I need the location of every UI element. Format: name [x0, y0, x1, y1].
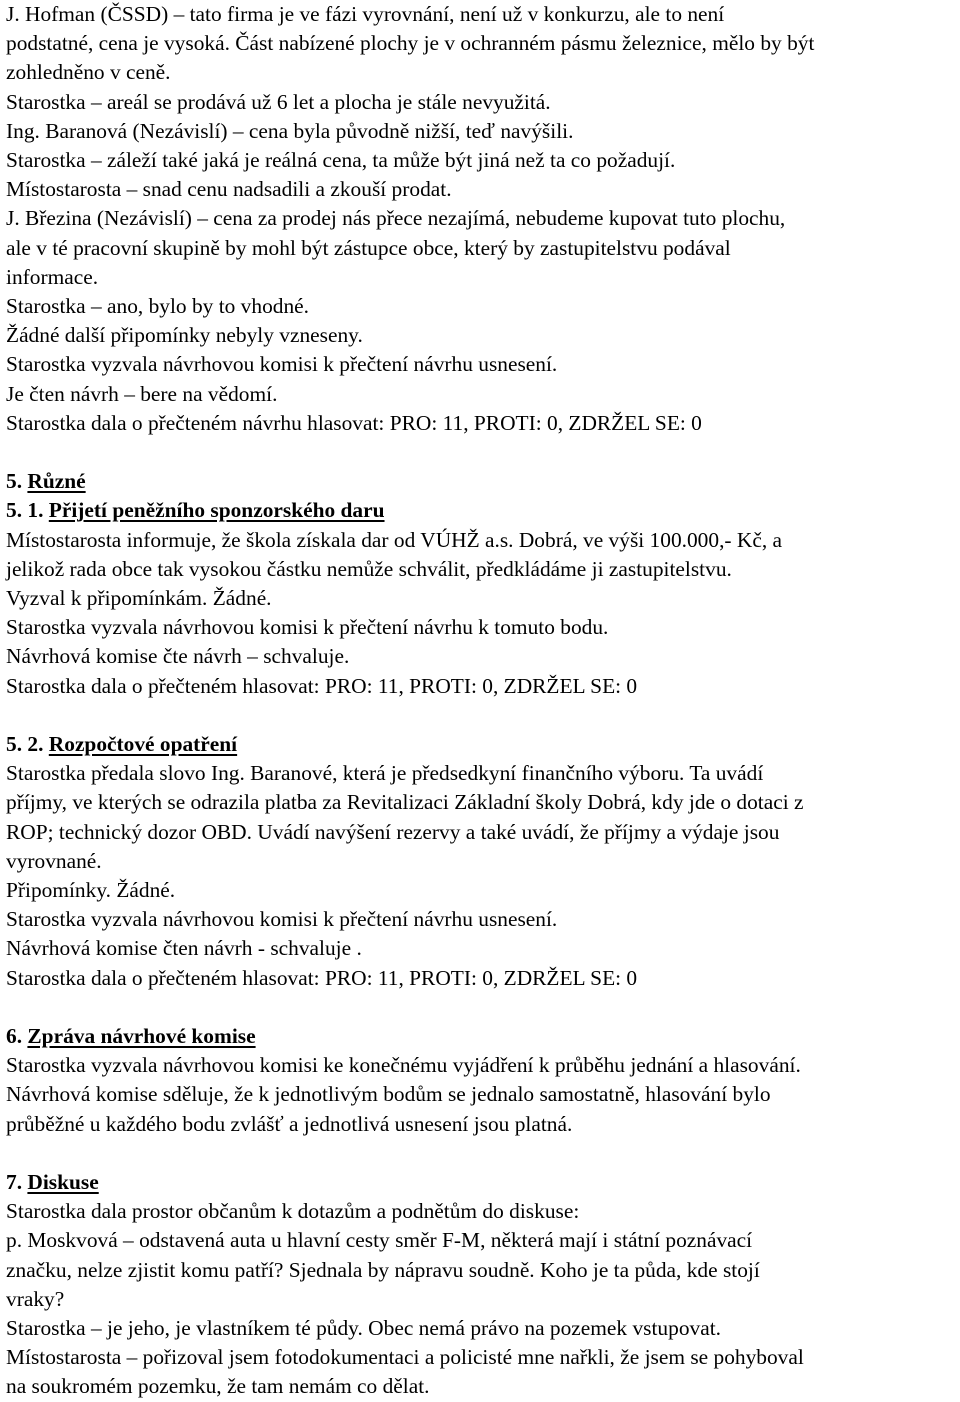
text-line: Starostka – areál se prodává už 6 let a plocha je stále nevyužitá.: [6, 89, 551, 114]
text-line: Starostka – je jeho, je vlastníkem té půdy. Obec nemá právo na pozemek vstupovat.: [6, 1316, 721, 1341]
text-line: Starostka vyzvala návrhovou komisi k přečtení návrhu usnesení.: [6, 907, 558, 932]
text-line: ale v té pracovní skupině by mohl být zástupce obce, který by zastupitelstvu podával: [6, 235, 731, 260]
blank-line: [6, 701, 954, 730]
text-line: Připomínky. Žádné.: [6, 878, 176, 903]
text-line: Starostka předala slovo Ing. Baranové, která je předsedkyní finančního výboru. Ta uvádí: [6, 761, 764, 786]
section-heading-5: [6, 467, 954, 496]
section-heading-6: [6, 1022, 954, 1051]
text-line: Starostka vyzvala návrhovou komisi ke konečnému vyjádření k průběhu jednání a hlasování.: [6, 1053, 801, 1078]
text-line: Místostarosta informuje, že škola získala dar od VÚHŽ a.s. Dobrá, ve výši 100.000,- Kč, a: [6, 527, 783, 552]
blank-line: [6, 438, 954, 467]
text-line: Žádné další připomínky nebyly vzneseny.: [6, 323, 363, 348]
text-line: na soukromém pozemku, že tam nemám co dělat.: [6, 1374, 430, 1399]
section-number: 5. 1.: [6, 498, 44, 523]
text-line: průběžné u každého bodu zvlášť a jednotlivá usnesení jsou platná.: [6, 1111, 573, 1136]
blank-line: [6, 993, 954, 1022]
section-number: 6.: [6, 1024, 23, 1049]
text-line: J. Březina (Nezávislí) – cena za prodej nás přece nezajímá, nebudeme kupovat tuto plochu,: [6, 206, 786, 231]
text-line: Vyzval k připomínkám. Žádné.: [6, 586, 272, 611]
section-heading-5-2: [6, 730, 954, 759]
text-line: ROP; technický dozor OBD. Uvádí navýšení rezervy a také uvádí, že příjmy a výdaje jsou: [6, 819, 780, 844]
text-line: Návrhová komise sděluje, že k jednotlivým bodům se jednalo samostatně, hlasování bylo: [6, 1082, 771, 1107]
text-line: jelikož rada obce tak vysokou částku nemůže schválit, předkládáme ji zastupitelstvu.: [6, 556, 732, 581]
section-title: Zpráva návrhové komise: [27, 1024, 256, 1049]
text-line: Starostka dala prostor občanům k dotazům a podnětům do diskuse:: [6, 1199, 580, 1224]
text-line: Místostarosta – snad cenu nadsadili a zkouší prodat.: [6, 177, 452, 202]
text-line: informace.: [6, 264, 99, 289]
section-title: Přijetí peněžního sponzorského daru: [48, 498, 385, 523]
document-page: [6, 0, 954, 1402]
text-line: podstatné, cena je vysoká. Část nabízené plochy je v ochranném pásmu železnice, mělo by být: [6, 31, 815, 56]
text-line: Starostka vyzvala návrhovou komisi k přečtení návrhu usnesení.: [6, 352, 558, 377]
text-line: Návrhová komise čte návrh – schvaluje.: [6, 644, 350, 669]
text-line: Starostka – ano, bylo by to vhodné.: [6, 294, 309, 319]
section-heading-5-1: [6, 496, 954, 525]
text-line: Je čten návrh – bere na vědomí.: [6, 381, 278, 406]
text-line: příjmy, ve kterých se odrazila platba za Revitalizaci Základní školy Dobrá, kdy jde o dotaci z: [6, 790, 804, 815]
blank-line: [6, 1139, 954, 1168]
text-line: Starostka dala o přečteném hlasovat: PRO: 11, PROTI: 0, ZDRŽEL SE: 0: [6, 673, 638, 698]
text-line: Návrhová komise čten návrh - schvaluje .: [6, 936, 362, 961]
text-line: zohledněno v ceně.: [6, 60, 171, 85]
text-line: Ing. Baranová (Nezávislí) – cena byla původně nižší, teď navýšili.: [6, 118, 574, 143]
section-heading-7: [6, 1168, 954, 1197]
text-line: Starostka dala o přečteném hlasovat: PRO: 11, PROTI: 0, ZDRŽEL SE: 0: [6, 965, 638, 990]
text-line: Starostka dala o přečteném návrhu hlasovat: PRO: 11, PROTI: 0, ZDRŽEL SE: 0: [6, 410, 702, 435]
text-line: J. Hofman (ČSSD) – tato firma je ve fázi vyrovnání, není už v konkurzu, ale to není: [6, 2, 725, 26]
section-number: 5.: [6, 469, 23, 494]
section-number: 7.: [6, 1170, 23, 1195]
text-line: Starostka vyzvala návrhovou komisi k přečtení návrhu k tomuto bodu.: [6, 615, 609, 640]
text-line: vyrovnané.: [6, 848, 102, 873]
text-line: značku, nelze zjistit komu patří? Sjednala by nápravu soudně. Koho je ta půda, kde stojí: [6, 1257, 760, 1282]
text-line: p. Moskvová – odstavená auta u hlavní cesty směr F-M, některá mají i státní poznávací: [6, 1228, 753, 1253]
section-title: Rozpočtové opatření: [48, 732, 238, 757]
text-line: Starostka – záleží také jaká je reálná cena, ta může být jiná než ta co požadují.: [6, 148, 676, 173]
text-line: Místostarosta – pořizoval jsem fotodokumentaci a policisté mne nařkli, že jsem se pohyboval: [6, 1345, 804, 1370]
section-number: 5. 2.: [6, 732, 44, 757]
section-title: Různé: [27, 469, 86, 494]
text-line: vraky?: [6, 1286, 65, 1311]
section-title: Diskuse: [27, 1170, 99, 1195]
